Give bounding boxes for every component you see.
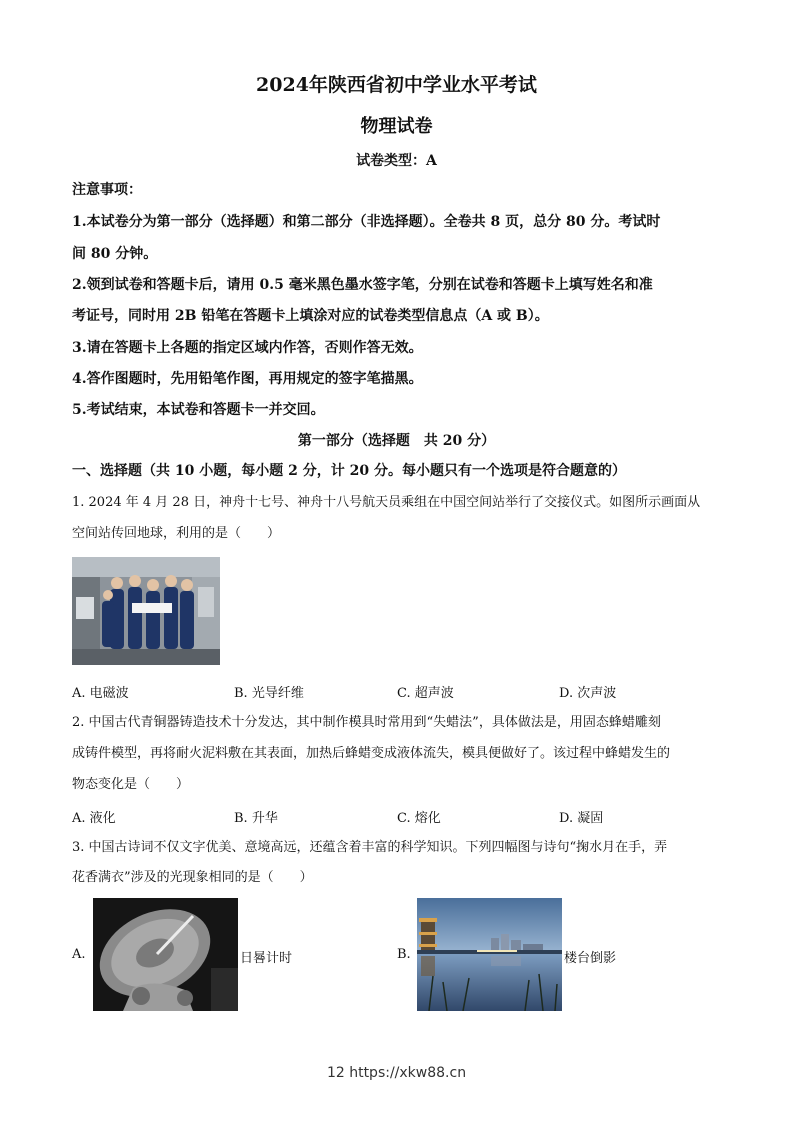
sundial-photo [93, 898, 238, 1011]
q2-option-c: C. 熔化 [397, 811, 441, 826]
page-footer[interactable]: 12 https://xkw88.cn [326, 1065, 467, 1081]
q1-option-a: A. 电磁波 [72, 686, 129, 701]
exam-title: 2024年陕西省初中学业水平考试 [256, 74, 537, 96]
exam-subject: 物理试卷 [360, 116, 433, 137]
q3-option-a-letter: A. [72, 947, 86, 962]
q3-line-2: 花香满衣”涉及的光现象相同的是（ ） [72, 870, 313, 885]
q2-line-2: 成铸件模型，再将耐火泥料敷在其表面，加热后蜂蜡变成液体流失，模具便做好了。该过程中蜂蜡发生的 [72, 746, 671, 761]
q1-option-b: B. 光导纤维 [234, 686, 304, 701]
notice-item-1b: 间 80 分钟。 [72, 246, 158, 262]
q2-option-a: A. 液化 [72, 811, 116, 826]
q2-option-b: B. 升华 [234, 811, 278, 826]
q3-option-b-caption: 楼台倒影 [564, 951, 617, 966]
q1-line-2: 空间站传回地球，利用的是（ ） [72, 526, 281, 541]
q1-option-c: C. 超声波 [397, 686, 454, 701]
notice-heading: 注意事项： [72, 182, 142, 198]
part1-heading: 第一部分（选择题 共 20 分） [297, 433, 496, 449]
notice-item-2a: 2.领到试卷和答题卡后，请用 0.5 毫米黑色墨水签字笔，分别在试卷和答题卡上填写姓名和准 [72, 277, 653, 293]
q3-option-a-caption: 日晷计时 [240, 951, 293, 966]
q2-line-3: 物态变化是（ ） [72, 777, 190, 792]
notice-item-5: 5.考试结束，本试卷和答题卡一并交回。 [72, 402, 325, 418]
q3-line-1: 3. 中国古诗词不仅文字优美、意境高远，还蕴含着丰富的科学知识。下列四幅图与诗句“掬水月在手，弄 [72, 840, 668, 855]
q2-line-1: 2. 中国古代青铜器铸造技术十分发达，其中制作模具时常用到“失蜡法”，具体做法是，用固态蜂蜡雕刻 [72, 715, 661, 730]
notice-item-4: 4.答作图题时，先用铅笔作图，再用规定的签字笔描黑。 [72, 371, 423, 387]
q3-option-b-letter: B. [397, 947, 411, 962]
space-station-photo [72, 557, 220, 665]
q2-option-d: D. 凝固 [559, 811, 604, 826]
section-heading: 一、选择题（共 10 小题，每小题 2 分，计 20 分。每小题只有一个选项是符合题意的） [72, 463, 626, 479]
notice-item-2b: 考证号，同时用 2B 铅笔在答题卡上填涂对应的试卷类型信息点（A 或 B）。 [72, 308, 549, 324]
q1-option-d: D. 次声波 [559, 686, 617, 701]
tower-reflection-photo [417, 898, 562, 1011]
q1-line-1: 1. 2024 年 4 月 28 日，神舟十七号、神舟十八号航天员乘组在中国空间站举行了交接仪式。如图所示画面从 [72, 495, 701, 510]
notice-item-3: 3.请在答题卡上各题的指定区域内作答，否则作答无效。 [72, 340, 423, 356]
notice-item-1a: 1.本试卷分为第一部分（选择题）和第二部分（非选择题）。全卷共 8 页，总分 80 分。考试时 [72, 214, 661, 230]
paper-type: 试卷类型：A [356, 153, 437, 169]
